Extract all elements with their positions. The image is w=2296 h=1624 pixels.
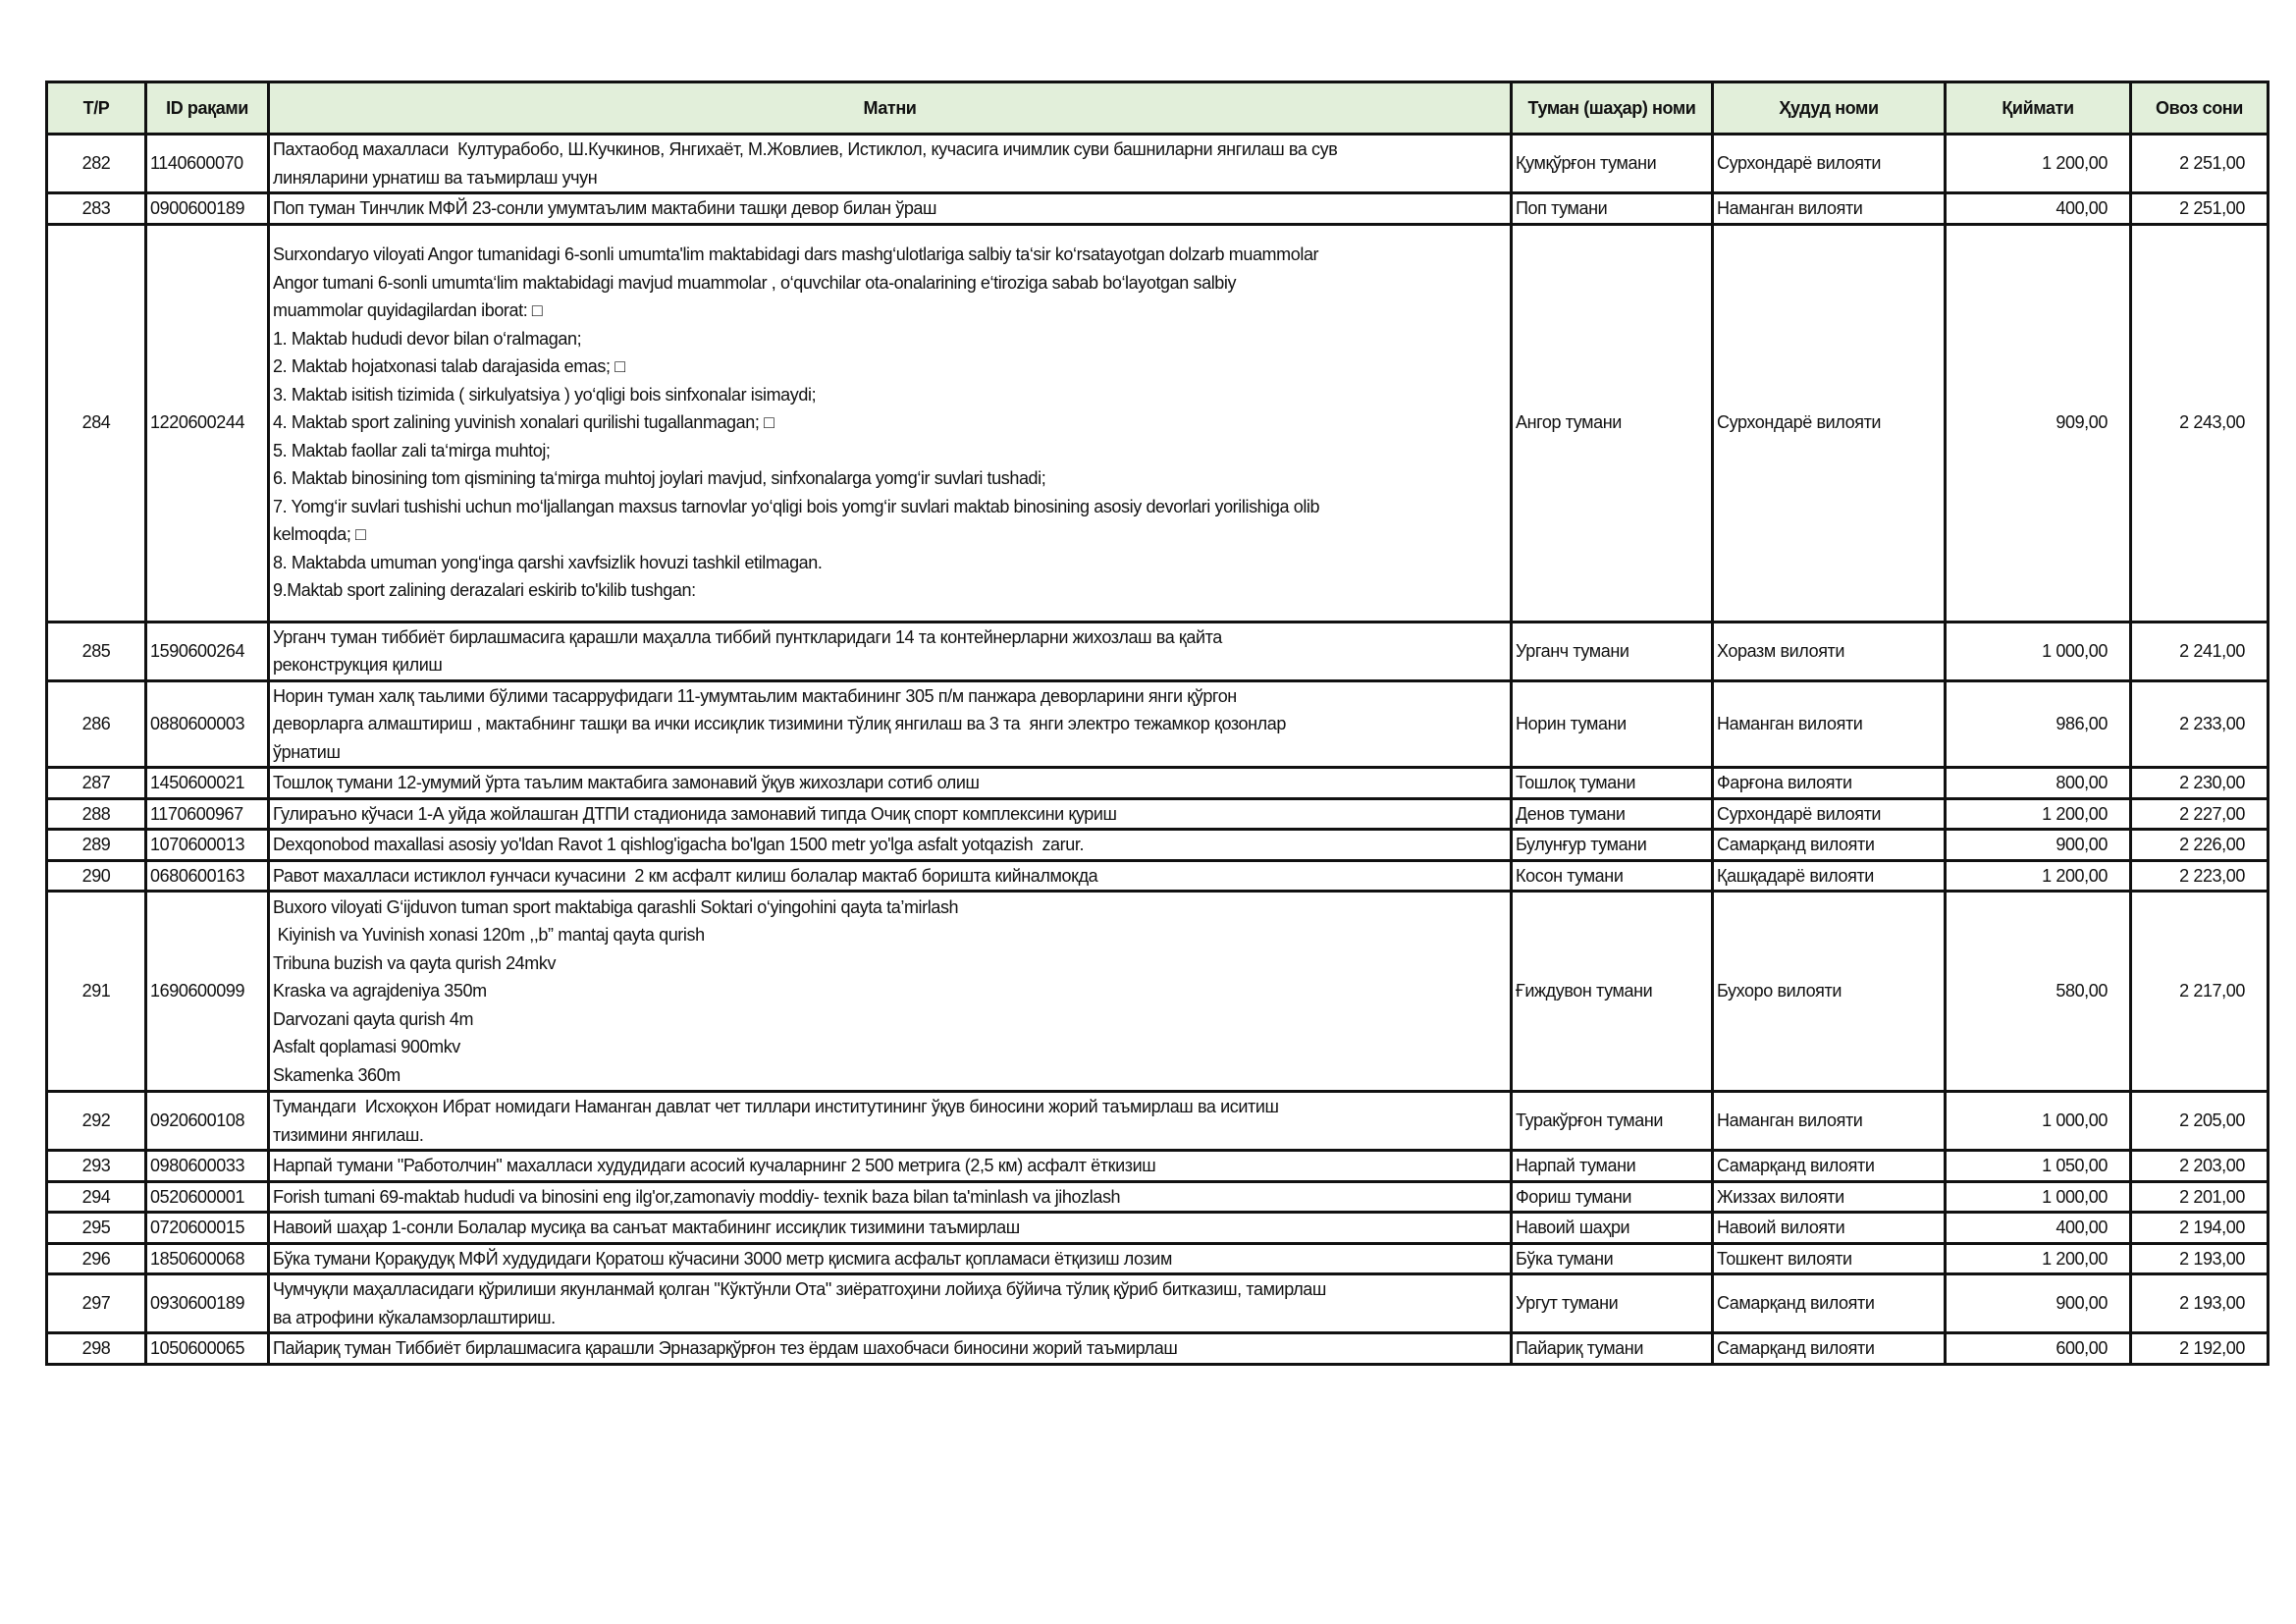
row-district: Ургут тумани [1512,1274,1713,1333]
row-number: 287 [47,768,146,799]
row-text: Пайариқ туман Тиббиёт бирлашмасига қарашли Эрназарқўрғон тез ёрдам шахобчаси биносини жорий таъмирлаш [269,1333,1512,1365]
row-region: Фарғона вилояти [1713,768,1946,799]
row-id: 1850600068 [146,1243,269,1274]
row-text: Пахтаобод махалласи Културабобо, Ш.Кучкинов, Янгихаёт, М.Жовлиев, Истиклол, кучасига ичимлик суви башниларни янгилаш ва сув линяларини урнатиш ва таъмирлаш учун [269,135,1512,193]
row-cost: 400,00 [1946,193,2131,225]
row-number: 297 [47,1274,146,1333]
header-cost: Қиймати [1946,82,2131,135]
row-cost: 580,00 [1946,892,2131,1092]
row-number: 282 [47,135,146,193]
row-text: Surxondaryo viloyati Angor tumanidagi 6-sonli umumta'lim maktabidagi dars mashg‘ulotlariga salbiy ta‘sir ko‘rsatayotgan dolzarb muammolar Angor tumani 6-sonli umumta‘lim maktabidagi mavjud muammolar , o‘quvchilar ota-onalarining e‘tiroziga sabab bo‘layotgan salbiy muammolar quyidagilardan iborat: □ 1. Maktab hududi devor bilan o‘ralmagan; 2. Maktab hojatxonasi talab darajasida emas; □ 3. Maktab isitish tizimida ( sirkulyatsiya ) yo‘qligi bois sinfxonalar isimaydi; 4. Maktab sport zalining yuvinish xonalari qurilishi tugallanmagan; □ 5. Maktab faollar zali ta‘mirga muhtoj; 6. Maktab binosining tom qismining ta‘mirga muhtoj joylari mavjud, sinfxonalarga yomg‘ir suvlari tushadi; 7. Yomg‘ir suvlari tushishi uchun mo‘ljallangan maxsus tarnovlar yo‘qligi bois yomg‘ir suvlari maktab binosining asosiy devorlari yorilishiga olib kelmoqda; □ 8. Maktabda umuman yong‘inga qarshi xavfsizlik hovuzi tashkil etilmagan. 9.Maktab sport zalining derazalari eskirib to'kilib tushgan: [269,224,1512,622]
row-region: Самарқанд вилояти [1713,830,1946,861]
header-id: ID рақами [146,82,269,135]
row-cost: 1 200,00 [1946,798,2131,830]
row-number: 296 [47,1243,146,1274]
row-region: Хоразм вилояти [1713,622,1946,680]
row-district: Косон тумани [1512,860,1713,892]
row-district: Денов тумани [1512,798,1713,830]
row-region: Сурхондарё вилояти [1713,224,1946,622]
row-votes: 2 193,00 [2131,1243,2269,1274]
table-row [47,830,2269,861]
row-id: 0680600163 [146,860,269,892]
row-number: 284 [47,224,146,622]
table-row [47,1333,2269,1365]
row-id: 1050600065 [146,1333,269,1365]
row-votes: 2 205,00 [2131,1092,2269,1151]
projects-table [45,81,2269,1366]
table-row [47,680,2269,768]
table-row [47,892,2269,1092]
row-region: Бухоро вилояти [1713,892,1946,1092]
row-text: Норин туман халқ таьлими бўлими тасарруфидаги 11-умумтаьлим мактабининг 305 п/м панжара деворларини янги қўргон деворларга алмаштириш , мактабнинг ташқи ва ички иссиқлик тизимини тўлиқ янгилаш ва 3 та янги электро тежамкор қозонлар ўрнатиш [269,680,1512,768]
row-votes: 2 192,00 [2131,1333,2269,1365]
table-row [47,1213,2269,1244]
table-row [47,224,2269,622]
row-votes: 2 230,00 [2131,768,2269,799]
row-region: Сурхондарё вилояти [1713,798,1946,830]
row-district: Тошлоқ тумани [1512,768,1713,799]
row-district: Норин тумани [1512,680,1713,768]
table-row [47,768,2269,799]
row-text: Нарпай тумани "Работолчин" махалласи худудидаги асосий кучаларнинг 2 500 метрига (2,5 км) асфалт ёткизиш [269,1151,1512,1182]
row-id: 1140600070 [146,135,269,193]
row-id: 1070600013 [146,830,269,861]
table-row [47,1274,2269,1333]
row-number: 298 [47,1333,146,1365]
row-id: 0900600189 [146,193,269,225]
header-text: Матни [269,82,1512,135]
row-district: Булунғур тумани [1512,830,1713,861]
row-text: Buxoro viloyati G‘ijduvon tuman sport maktabiga qarashli Soktari o‘yingohini qayta ta’mirlash Kiyinish va Yuvinish xonasi 120m ,,b” mantaj qayta qurish Tribuna buzish va qayta qurish 24mkv Kraska va agrajdeniya 350m Darvozani qayta qurish 4m Asfalt qoplamasi 900mkv Skamenka 360m [269,892,1512,1092]
header-region: Ҳудуд номи [1713,82,1946,135]
row-number: 286 [47,680,146,768]
table-row [47,1243,2269,1274]
table-header-row [47,82,2269,135]
row-cost: 986,00 [1946,680,2131,768]
header-votes: Овоз сони [2131,82,2269,135]
header-tp: Т/Р [47,82,146,135]
row-number: 285 [47,622,146,680]
row-region: Наманган вилояти [1713,680,1946,768]
row-id: 1170600967 [146,798,269,830]
row-votes: 2 243,00 [2131,224,2269,622]
row-text: Тошлоқ тумани 12-умумий ўрта таълим мактабига замонавий ўқув жихозлари сотиб олиш [269,768,1512,799]
row-region: Самарқанд вилояти [1713,1274,1946,1333]
row-cost: 1 050,00 [1946,1151,2131,1182]
table-row [47,1151,2269,1182]
row-district: Туракўрғон тумани [1512,1092,1713,1151]
row-number: 291 [47,892,146,1092]
row-cost: 900,00 [1946,1274,2131,1333]
row-text: Равот махалласи истиклол ғунчаси кучасини 2 км асфалт килиш болалар мактаб боришта кийналмокда [269,860,1512,892]
row-region: Навоий вилояти [1713,1213,1946,1244]
row-cost: 800,00 [1946,768,2131,799]
row-district: Фориш тумани [1512,1181,1713,1213]
row-district: Қумқўрғон тумани [1512,135,1713,193]
row-votes: 2 241,00 [2131,622,2269,680]
row-number: 292 [47,1092,146,1151]
row-region: Наманган вилояти [1713,193,1946,225]
row-district: Бўка тумани [1512,1243,1713,1274]
row-votes: 2 203,00 [2131,1151,2269,1182]
row-cost: 400,00 [1946,1213,2131,1244]
row-district: Урганч тумани [1512,622,1713,680]
row-region: Тошкент вилояти [1713,1243,1946,1274]
row-id: 0520600001 [146,1181,269,1213]
row-number: 293 [47,1151,146,1182]
row-text: Поп туман Тинчлик МФЙ 23-сонли умумтаълим мактабини ташқи девор билан ўраш [269,193,1512,225]
row-district: Поп тумани [1512,193,1713,225]
row-district: Ғиждувон тумани [1512,892,1713,1092]
row-region: Самарқанд вилояти [1713,1333,1946,1365]
row-id: 1590600264 [146,622,269,680]
row-text: Навоий шаҳар 1-сонли Болалар мусиқа ва санъат мактабининг иссиқлик тизимини таъмирлаш [269,1213,1512,1244]
row-cost: 600,00 [1946,1333,2131,1365]
row-number: 294 [47,1181,146,1213]
table-row [47,860,2269,892]
row-number: 290 [47,860,146,892]
row-region: Самарқанд вилояти [1713,1151,1946,1182]
row-votes: 2 217,00 [2131,892,2269,1092]
row-text: Forish tumani 69-maktab hududi va binosini eng ilg'or,zamonaviy moddiy- texnik baza bilan ta'minlash va jihozlash [269,1181,1512,1213]
row-id: 0880600003 [146,680,269,768]
row-text: Dexqonobod maxallasi asosiy yo'ldan Ravot 1 qishlog'igacha bo'lgan 1500 metr yo'lga asfalt yotqazish zarur. [269,830,1512,861]
row-votes: 2 201,00 [2131,1181,2269,1213]
row-cost: 1 200,00 [1946,860,2131,892]
row-text: Чумчуқли маҳалласидаги қўрилиши якунланмай қолган "Кўктўнли Ота" зиёратгоҳини лойиҳа бўйича тўлиқ қўриб битказиш, тамирлаш ва атрофини кўкаламзорлаштириш. [269,1274,1512,1333]
row-district: Ангор тумани [1512,224,1713,622]
row-cost: 1 000,00 [1946,1181,2131,1213]
header-district: Туман (шаҳар) номи [1512,82,1713,135]
row-region: Жиззах вилояти [1713,1181,1946,1213]
row-cost: 1 200,00 [1946,135,2131,193]
row-votes: 2 223,00 [2131,860,2269,892]
row-text: Тумандаги Исхоқхон Ибрат номидаги Наманган давлат чет тиллари институтининг ўқув биносини жорий таъмирлаш ва иситиш тизимини янгилаш. [269,1092,1512,1151]
row-cost: 1 000,00 [1946,1092,2131,1151]
row-id: 1450600021 [146,768,269,799]
row-region: Наманган вилояти [1713,1092,1946,1151]
row-id: 1220600244 [146,224,269,622]
row-region: Сурхондарё вилояти [1713,135,1946,193]
row-votes: 2 233,00 [2131,680,2269,768]
table-row [47,622,2269,680]
row-district: Пайариқ тумани [1512,1333,1713,1365]
table-row [47,1092,2269,1151]
row-number: 288 [47,798,146,830]
row-id: 0980600033 [146,1151,269,1182]
row-district: Нарпай тумани [1512,1151,1713,1182]
row-votes: 2 226,00 [2131,830,2269,861]
row-votes: 2 227,00 [2131,798,2269,830]
row-votes: 2 194,00 [2131,1213,2269,1244]
table-row [47,135,2269,193]
row-votes: 2 251,00 [2131,193,2269,225]
row-district: Навоий шаҳри [1512,1213,1713,1244]
row-votes: 2 251,00 [2131,135,2269,193]
row-number: 289 [47,830,146,861]
row-id: 0720600015 [146,1213,269,1244]
row-id: 0920600108 [146,1092,269,1151]
row-number: 295 [47,1213,146,1244]
row-number: 283 [47,193,146,225]
row-cost: 1 200,00 [1946,1243,2131,1274]
table-row [47,798,2269,830]
table-row [47,1181,2269,1213]
row-cost: 900,00 [1946,830,2131,861]
row-votes: 2 193,00 [2131,1274,2269,1333]
row-cost: 909,00 [1946,224,2131,622]
row-text: Бўка тумани Қорақудуқ МФЙ худудидаги Қоратош кўчасини 3000 метр қисмига асфальт қопламаси ётқизиш лозим [269,1243,1512,1274]
row-text: Урганч туман тиббиёт бирлашмасига қарашли маҳалла тиббий пунтклаpидаги 14 та контейнерларни жихозлаш ва қайта реконструкция қилиш [269,622,1512,680]
row-region: Қашқадарё вилояти [1713,860,1946,892]
row-text: Гулираъно кўчаси 1-А уйда жойлашган ДТПИ стадионида замонавий типда Очиқ спорт комплексини қуриш [269,798,1512,830]
table-row [47,193,2269,225]
row-id: 1690600099 [146,892,269,1092]
row-id: 0930600189 [146,1274,269,1333]
row-cost: 1 000,00 [1946,622,2131,680]
